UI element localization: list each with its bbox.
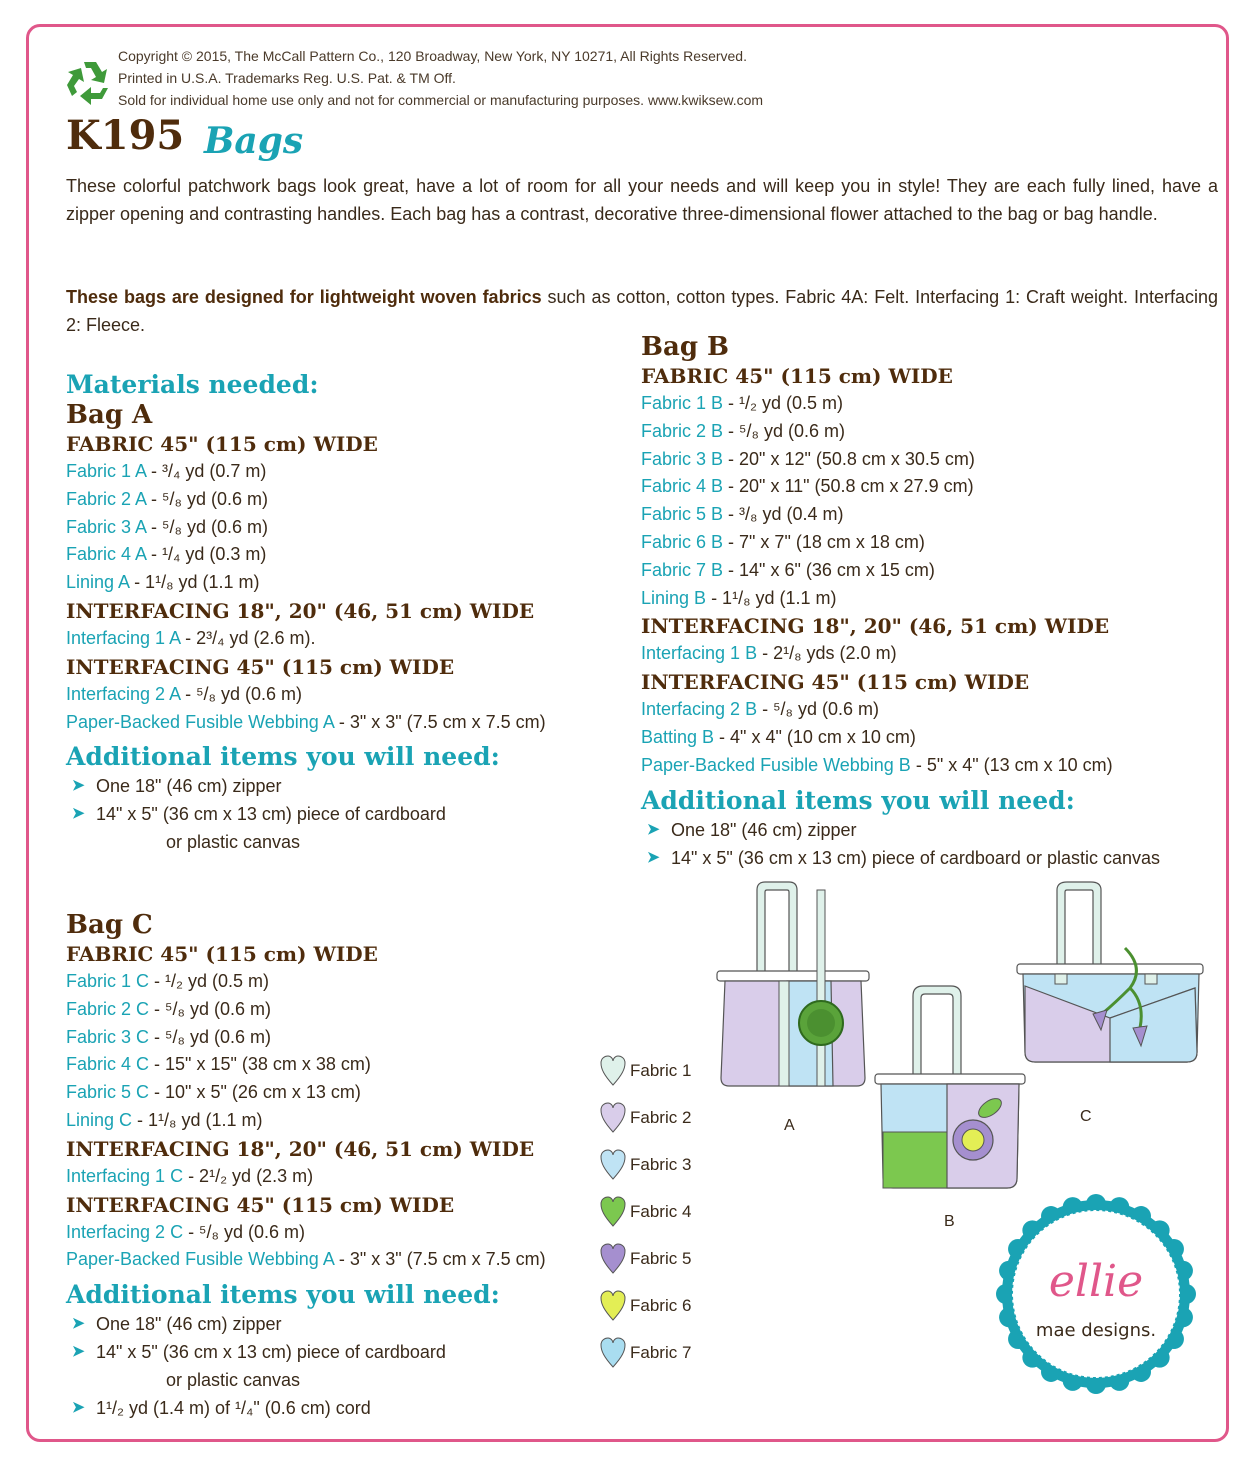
material-item [66, 1163, 546, 1191]
additional-item [66, 1310, 546, 1338]
material-quantity: - ⁵/₈ yd (0.6 m) [146, 516, 268, 537]
material-quantity: - 3" x 3" (7.5 cm x 7.5 cm) [333, 711, 546, 732]
material-item [66, 569, 546, 597]
material-quantity: - 7" x 7" (18 cm x 18 cm) [723, 531, 925, 552]
material-name: Fabric 7 B [641, 559, 724, 580]
bullet-arrow-icon: ➤ [647, 820, 660, 838]
bullet-arrow-icon: ➤ [72, 805, 85, 823]
material-name: Fabric 2 B [641, 420, 724, 441]
material-name: Fabric 3 C [66, 1026, 150, 1047]
bag-c-interfacing2-heading: INTERFACING 45" (115 cm) WIDE [66, 1192, 455, 1217]
additional-item-text: 14" x 5" (36 cm x 13 cm) piece of cardboard [96, 804, 446, 825]
material-quantity: - 3" x 3" (7.5 cm x 7.5 cm) [333, 1249, 546, 1270]
bag-b-section [641, 332, 1160, 872]
bag-c-additional-list [66, 1310, 546, 1422]
material-quantity: - ⁵/₈ yd (0.6 m) [183, 1221, 306, 1242]
bag-a-fabric-list [66, 458, 546, 597]
legend-item [600, 1243, 730, 1290]
material-item [641, 724, 1160, 752]
material-name: Fabric 2 C [66, 998, 150, 1019]
heart-icon [600, 1196, 626, 1228]
fabrics-note-rest: such as cotton, cotton types. Fabric 4A: Felt. Interfacing 1: Craft weight. Interfacing 2: Fleece. [66, 287, 1218, 335]
bag-b-interfacing2-heading: INTERFACING 45" (115 cm) WIDE [641, 670, 1030, 695]
bag-b-interfacing2-list [641, 696, 1160, 779]
material-name: Lining C [66, 1109, 133, 1130]
additional-item [641, 816, 1160, 844]
material-item [641, 696, 1160, 724]
material-item [66, 625, 546, 653]
bag-a-additional-list [66, 772, 546, 856]
material-quantity: - ¹/₂ yd (0.5 m) [723, 393, 844, 413]
material-quantity: - 20" x 11" (50.8 cm x 27.9 cm) [723, 476, 974, 497]
bag-a-interfacing1-list [66, 625, 546, 653]
bullet-arrow-icon: ➤ [72, 777, 85, 795]
material-name: Interfacing 2 B [641, 699, 758, 720]
material-item [66, 458, 546, 486]
material-name: Fabric 2 A [66, 488, 147, 509]
material-item [641, 446, 1160, 474]
bag-a-fabric-heading: FABRIC 45" (115 cm) WIDE [66, 432, 378, 456]
material-name: Fabric 3 A [66, 516, 147, 537]
logo-subtitle: mae designs. [1035, 1320, 1157, 1341]
material-item [66, 514, 546, 542]
additional-item-continuation: or plastic canvas [166, 1370, 301, 1391]
material-item [641, 585, 1160, 613]
material-name: Lining A [66, 572, 130, 593]
additional-item-text: One 18" (46 cm) zipper [96, 776, 282, 797]
bullet-arrow-icon: ➤ [72, 1315, 85, 1333]
bag-b-interfacing1-list [641, 640, 1160, 668]
material-item [66, 1107, 546, 1135]
heart-icon [600, 1243, 626, 1275]
bag-c-interfacing1-list [66, 1163, 546, 1191]
bag-c-title: Bag C [66, 910, 153, 940]
material-quantity: - ⁵/₈ yd (0.6 m) [149, 1026, 271, 1047]
legend-label: Fabric 7 [630, 1343, 692, 1362]
bag-b-label: B [944, 1213, 955, 1230]
recycle-icon [64, 56, 116, 108]
bag-a-title: Bag A [66, 400, 153, 430]
material-name: Interfacing 1 B [641, 643, 758, 664]
heart-icon [600, 1055, 626, 1087]
bullet-arrow-icon: ➤ [72, 1343, 85, 1361]
bag-c-label: C [1080, 1108, 1092, 1125]
fabrics-note-bold: These bags are designed for lightweight woven fabrics [66, 287, 542, 307]
heart-icon [600, 1337, 626, 1369]
bag-a-section [66, 370, 546, 856]
bag-b-fabric-heading: FABRIC 45" (115 cm) WIDE [641, 364, 953, 388]
materials-heading: Materials needed: [66, 370, 319, 399]
heart-icon [600, 1102, 626, 1134]
bag-a-additional-heading: Additional items you will need: [66, 742, 500, 772]
bag-a-interfacing2-heading: INTERFACING 45" (115 cm) WIDE [66, 654, 455, 679]
bag-a-interfacing2-list [66, 681, 546, 737]
bag-illustrations [705, 878, 1215, 1218]
legend-label: Fabric 2 [630, 1108, 692, 1127]
bag-b-additional-list [641, 816, 1160, 872]
ellie-mae-logo [996, 1194, 1196, 1394]
material-quantity: - ⁵/₈ yd (0.6 m) [757, 699, 880, 720]
additional-item-text: 1¹/₂ yd (1.4 m) of ¹/₄" (0.6 cm) cord [96, 1398, 371, 1419]
material-quantity: - ¹/₂ yd (0.5 m) [149, 971, 270, 991]
bag-b-illustration [875, 986, 1025, 1188]
pattern-code: K195 [66, 112, 185, 159]
bag-b-additional-heading: Additional items you will need: [641, 785, 1075, 815]
material-item [66, 968, 546, 996]
copyright-line: Sold for individual home use only and not for commercial or manufacturing purposes. www.kwiksew.com [118, 92, 764, 108]
material-quantity: - ⁵/₈ yd (0.6 m) [149, 998, 271, 1019]
material-item [66, 1219, 546, 1247]
material-quantity: - 2³/₄ yd (2.6 m). [180, 627, 316, 648]
bag-a-interfacing1-heading: INTERFACING 18", 20" (46, 51 cm) WIDE [66, 598, 535, 623]
material-item [641, 390, 1160, 418]
copyright-line: Copyright © 2015, The McCall Pattern Co., 120 Broadway, New York, NY 10271, All Rights Reserved. [118, 48, 747, 64]
additional-item [66, 772, 546, 800]
bullet-arrow-icon: ➤ [647, 848, 660, 866]
material-quantity: - 2¹/₈ yds (2.0 m) [757, 643, 897, 664]
intro-paragraph: These colorful patchwork bags look great, have a lot of room for all your needs and will keep you in style! They are each fully lined, have a zipper opening and contrasting handles. Each bag has a contrast, decorative three-dimensional flower attached to the bag or bag handle. [66, 176, 1218, 224]
material-name: Interfacing 1 A [66, 627, 181, 648]
additional-item-text: 14" x 5" (36 cm x 13 cm) piece of cardboard or plastic canvas [671, 847, 1160, 868]
material-quantity: - 5" x 4" (13 cm x 10 cm) [910, 754, 1113, 775]
material-item [641, 418, 1160, 446]
logo-brand: ellie [1048, 1256, 1144, 1307]
material-quantity: - 1¹/₈ yd (1.1 m) [129, 572, 260, 593]
material-item [66, 681, 546, 709]
material-name: Batting B [641, 726, 715, 747]
material-name: Fabric 4 B [641, 476, 724, 497]
material-item [66, 709, 546, 737]
material-item [66, 486, 546, 514]
heart-icon [600, 1149, 626, 1181]
material-quantity: - 1¹/₈ yd (1.1 m) [132, 1109, 263, 1130]
material-name: Paper-Backed Fusible Webbing A [66, 1249, 334, 1270]
bag-a-illustration [717, 882, 869, 1086]
legend-label: Fabric 4 [630, 1202, 692, 1221]
material-quantity: - 1¹/₈ yd (1.1 m) [706, 587, 837, 608]
material-quantity: - ⁵/₈ yd (0.6 m) [180, 683, 303, 704]
bag-a-label: A [784, 1117, 795, 1134]
material-item [66, 996, 546, 1024]
material-quantity: - ³/₈ yd (0.4 m) [723, 504, 844, 525]
additional-item-text: One 18" (46 cm) zipper [671, 819, 857, 840]
bag-c-fabric-heading: FABRIC 45" (115 cm) WIDE [66, 942, 378, 966]
material-item [641, 501, 1160, 529]
additional-item [66, 1394, 546, 1422]
bag-b-fabric-list [641, 390, 1160, 612]
bag-b-interfacing1-heading: INTERFACING 18", 20" (46, 51 cm) WIDE [641, 614, 1110, 639]
material-name: Fabric 5 C [66, 1082, 150, 1103]
additional-item [66, 800, 546, 828]
page-title: Bags [204, 120, 304, 162]
material-name: Paper-Backed Fusible Webbing B [641, 754, 911, 775]
material-quantity: - 20" x 12" (50.8 cm x 30.5 cm) [723, 448, 975, 469]
additional-item-continuation: or plastic canvas [166, 832, 301, 853]
additional-item-text: 14" x 5" (36 cm x 13 cm) piece of cardboard [96, 1342, 446, 1363]
material-item [66, 541, 546, 569]
legend-label: Fabric 5 [630, 1249, 692, 1268]
material-quantity: - 14" x 6" (36 cm x 15 cm) [723, 559, 935, 580]
material-name: Fabric 1 A [66, 461, 147, 481]
material-name: Interfacing 2 C [66, 1221, 184, 1242]
material-name: Fabric 4 A [66, 544, 147, 565]
material-item [66, 1024, 546, 1052]
material-name: Fabric 4 C [66, 1054, 150, 1075]
material-item [641, 752, 1160, 780]
material-name: Fabric 6 B [641, 531, 724, 552]
bag-b-title: Bag B [641, 332, 730, 362]
material-item [641, 557, 1160, 585]
material-quantity: - ⁵/₈ yd (0.6 m) [723, 420, 845, 441]
material-quantity: - 15" x 15" (38 cm x 38 cm) [149, 1054, 371, 1075]
heart-icon [600, 1290, 626, 1322]
material-name: Fabric 5 B [641, 504, 724, 525]
material-name: Interfacing 1 C [66, 1165, 184, 1186]
copyright-line: Printed in U.S.A. Trademarks Reg. U.S. Pat. & TM Off. [118, 70, 456, 86]
material-name: Fabric 1 C [66, 971, 150, 991]
legend-label: Fabric 6 [630, 1296, 692, 1315]
bag-c-interfacing2-list [66, 1219, 546, 1275]
legend-label: Fabric 3 [630, 1155, 692, 1174]
bag-c-interfacing1-heading: INTERFACING 18", 20" (46, 51 cm) WIDE [66, 1136, 535, 1161]
legend-label: Fabric 1 [630, 1061, 692, 1080]
material-quantity: - ⁵/₈ yd (0.6 m) [146, 488, 268, 509]
bullet-arrow-icon: ➤ [72, 1399, 85, 1417]
additional-item-text: One 18" (46 cm) zipper [96, 1314, 282, 1335]
additional-item [66, 1338, 546, 1366]
material-item [66, 1079, 546, 1107]
material-name: Paper-Backed Fusible Webbing A [66, 711, 334, 732]
material-item [66, 1246, 546, 1274]
material-quantity: - 4" x 4" (10 cm x 10 cm) [714, 726, 916, 747]
material-quantity: - ¹/₄ yd (0.3 m) [146, 544, 267, 565]
copyright-block [118, 45, 763, 111]
additional-item [641, 844, 1160, 872]
material-quantity: - 10" x 5" (26 cm x 13 cm) [149, 1082, 361, 1103]
legend-item [600, 1290, 730, 1337]
legend-item [600, 1337, 730, 1384]
material-item [66, 1051, 546, 1079]
material-item [641, 529, 1160, 557]
material-item [641, 473, 1160, 501]
material-item [641, 640, 1160, 668]
material-name: Interfacing 2 A [66, 683, 181, 704]
material-name: Lining B [641, 587, 707, 608]
material-name: Fabric 1 B [641, 393, 724, 413]
bag-c-illustration [1017, 882, 1203, 1062]
bag-c-section [66, 910, 546, 1422]
material-quantity: - ³/₄ yd (0.7 m) [146, 461, 267, 481]
fabrics-note [66, 283, 1218, 339]
bag-c-additional-heading: Additional items you will need: [66, 1280, 500, 1310]
material-name: Fabric 3 B [641, 448, 724, 469]
bag-c-fabric-list [66, 968, 546, 1135]
material-quantity: - 2¹/₂ yd (2.3 m) [183, 1165, 314, 1186]
